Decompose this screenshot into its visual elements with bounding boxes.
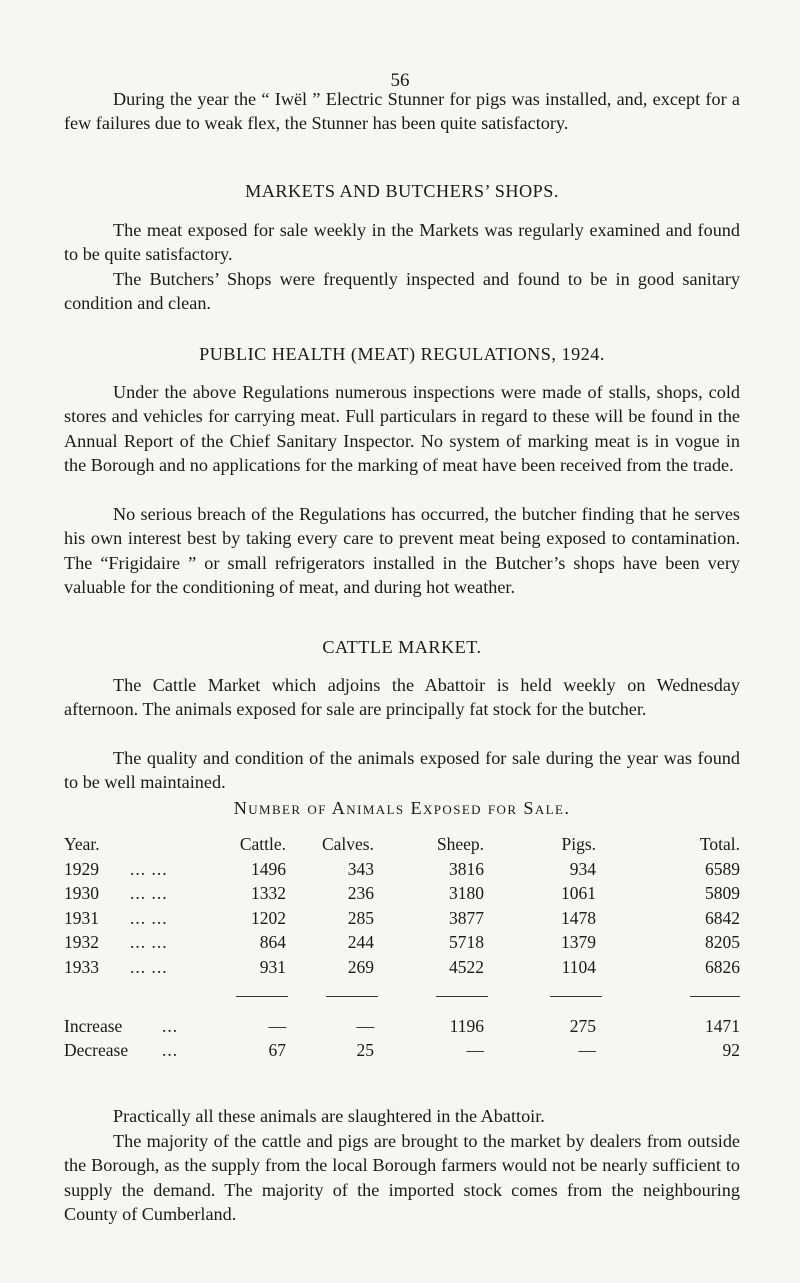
cell-total: 92 [722,1040,740,1061]
intro-paragraph: During the year the “ Iwël ” Electric Stunner for pigs was installed, and, except for a few failures due to weak flex, the Stunner has been quite satisfactory. [64,89,740,134]
animals-table [64,834,740,1065]
regulations-paragraph-1: Under the above Regulations numerous inspections were made of stalls, shops, cold stores and vehicles for carrying meat. Full particulars in regard to these will be found in the Annual Report of the Chief Sanitary Inspector. No system of marking meat is in vogue in the Borough and no applications for the marking of meat have been received from the trade. [64,382,740,476]
cell-pigs: 934 [569,858,596,879]
table-row [64,932,740,957]
cell-cattle: 864 [259,932,286,953]
cell-pigs: 1061 [561,883,596,904]
rule-sheep [436,996,488,997]
cell-total: 5809 [705,883,740,904]
rule-calves [326,996,378,997]
cell-pigs: 1478 [561,907,596,928]
closing-paragraph-2: The majority of the cattle and pigs are brought to the market by dealers from outside the Borough, as the supply from the local Borough farmers would not be nearly sufficient to supply the demand. The majority of the imported stock comes from the neighbouring County of Cumberland. [64,1131,740,1225]
leader-dots: ... [162,1015,179,1036]
cell-cattle: 1496 [251,858,286,879]
cattle-paragraph-2: The quality and condition of the animals exposed for sale during the year was found to be well maintained. [64,748,740,793]
header-year: Year. [64,834,100,854]
cell-year: 1932 [64,932,99,953]
header-cattle: Cattle. [239,834,286,854]
rule-cattle [236,996,288,997]
cell-calves: 285 [347,907,374,928]
cell-sheep: — [466,1040,484,1061]
cell-sheep: 4522 [449,956,484,977]
cattle-paragraph-1: The Cattle Market which adjoins the Abattoir is held weekly on Wednesday afternoon. The animals exposed for sale are principally fat stock for the butcher. [64,675,740,720]
cell-sheep: 3180 [449,883,484,904]
leader-dots: ... ... [130,858,168,879]
section-heading-cattle-market: CATTLE MARKET. [322,637,482,657]
regulations-paragraph-2: No serious breach of the Regulations has occurred, the butcher finding that he serves his own interest best by taking every care to prevent meat being exposed to contamination. The “Frigidaire ” or small refrigerators installed in the Butcher’s shops have been very valuable for the conditioning of meat, and during hot weather. [64,504,740,598]
cell-cattle: 1332 [251,883,286,904]
cell-pigs: 1104 [561,956,596,977]
table-row [64,908,740,933]
cell-cattle: 1202 [251,907,286,928]
cell-cattle: — [268,1015,286,1036]
cell-calves: 244 [347,932,374,953]
header-total: Total. [699,834,740,854]
rule-total [690,996,740,997]
section-heading-regulations: PUBLIC HEALTH (MEAT) REGULATIONS, 1924. [199,344,605,364]
cell-cattle: 67 [268,1040,286,1061]
cell-year: 1929 [64,858,99,879]
cell-pigs: 275 [569,1015,596,1036]
cell-pigs: 1379 [561,932,596,953]
table-row [64,859,740,884]
page-number: 56 [390,70,410,91]
table-row [64,957,740,982]
closing-paragraph-1: Practically all these animals are slaughtered in the Abattoir. [113,1106,545,1126]
cell-calves: 343 [347,858,374,879]
header-calves: Calves. [321,834,374,854]
table-title: Number of Animals Exposed for Sale. [233,798,571,818]
cell-pigs: — [578,1040,596,1061]
table-row-increase [64,1016,740,1041]
cell-total: 6842 [705,907,740,928]
cell-calves: 269 [347,956,374,977]
cell-sheep: 3877 [449,907,484,928]
rule-pigs [550,996,602,997]
cell-total: 6589 [705,858,740,879]
cell-total: 6826 [705,956,740,977]
cell-sheep: 5718 [449,932,484,953]
leader-dots: ... ... [130,883,168,904]
header-sheep: Sheep. [436,834,484,854]
markets-paragraph-1: The meat exposed for sale weekly in the Markets was regularly examined and found to be quite satisfactory. [64,220,740,265]
cell-calves: — [356,1015,374,1036]
cell-label: Decrease [64,1040,129,1061]
table-row-decrease [64,1040,740,1065]
table-header-row [64,834,740,859]
cell-year: 1931 [64,907,99,928]
cell-total: 1471 [705,1015,740,1036]
cell-year: 1933 [64,956,99,977]
header-pigs: Pigs. [561,834,596,854]
cell-year: 1930 [64,883,99,904]
leader-dots: ... ... [130,907,168,928]
leader-dots: ... ... [130,932,168,953]
cell-calves: 236 [347,883,374,904]
table-rules-row [64,982,740,1016]
cell-calves: 25 [356,1040,374,1061]
leader-dots: ... [162,1040,179,1061]
cell-label: Increase [64,1015,123,1036]
cell-sheep: 1196 [449,1015,484,1036]
cell-sheep: 3816 [449,858,484,879]
cell-cattle: 931 [259,956,286,977]
markets-paragraph-2: The Butchers’ Shops were frequently inspected and found to be in good sanitary condition and clean. [64,269,740,314]
cell-total: 8205 [705,932,740,953]
table-row [64,883,740,908]
section-heading-markets: MARKETS AND BUTCHERS’ SHOPS. [245,181,559,201]
leader-dots: ... ... [130,956,168,977]
